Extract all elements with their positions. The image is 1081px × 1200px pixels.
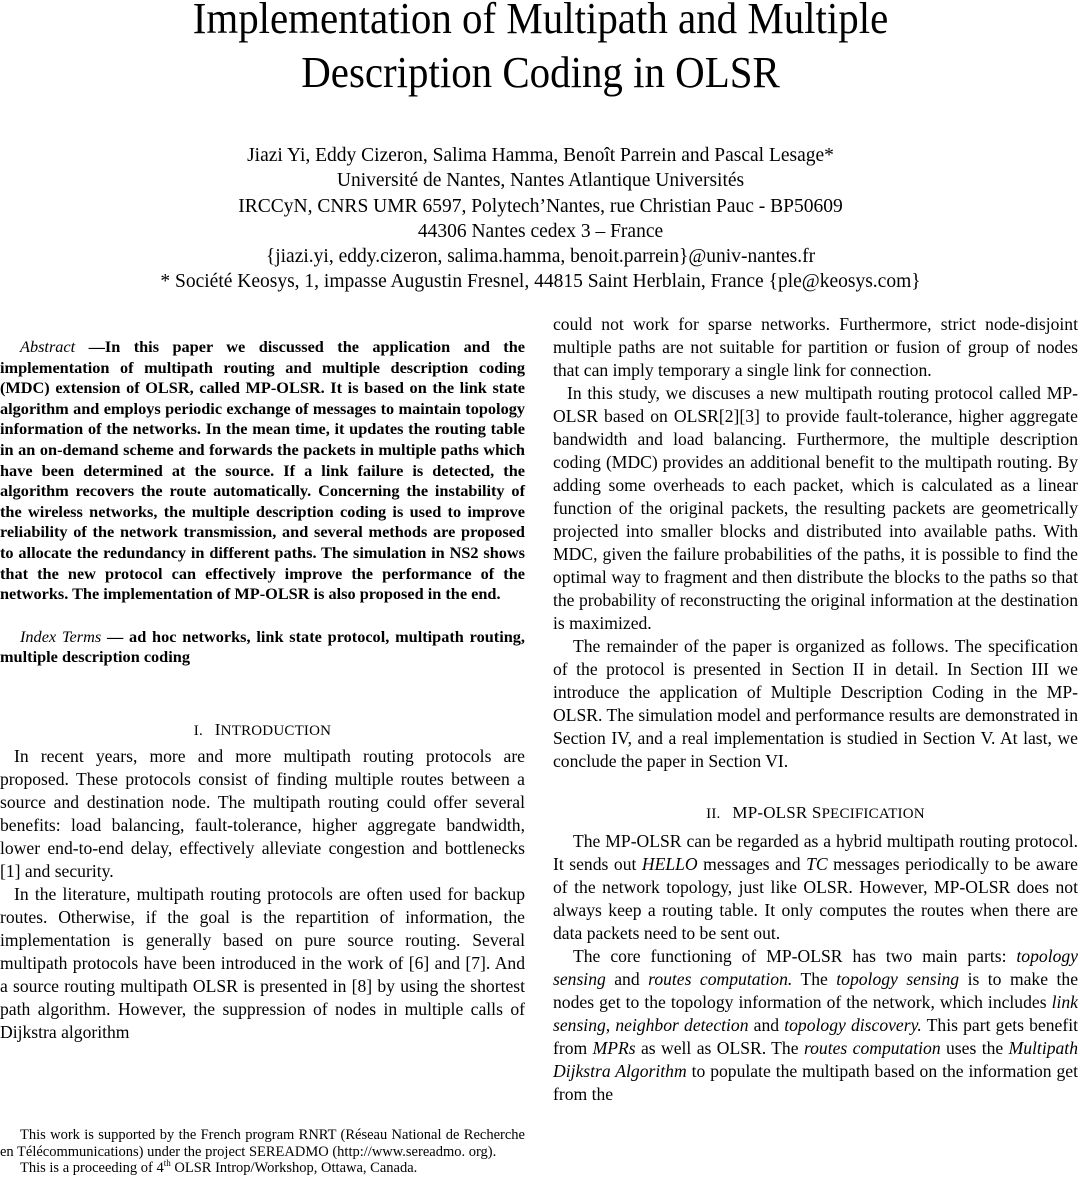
- text: as well as OLSR. The: [635, 1038, 804, 1058]
- heading-rest: PECIFICATION: [821, 806, 925, 822]
- text: The core functioning of MP-OLSR has two main parts:: [573, 946, 1017, 966]
- right-column: [553, 313, 1078, 1106]
- title-line-1: Implementation of Multipath and Multiple: [192, 0, 889, 43]
- title-line-2: Description Coding in OLSR: [301, 48, 780, 97]
- proceeding-text: This is a proceeding of 4: [20, 1160, 164, 1176]
- abstract-text: In this paper we discussed the application and the implementation of multipath routing and multiple description coding (MDC) extension of OLSR, called MP-OLSR. It is based on the link state algorithm and employs periodic exchange of messages to maintain topology information of the networks. In the mean time, it updates the routing table in an on-demand scheme and forwards the packets in multiple paths which have been determined at the source. If a link failure is detected, the algorithm recovers the route automatically. Concerning the instability of the wireless networks, the multiple description coding is used to improve reliability of the network transmission, and several methods are proposed to allocate the redundancy in different paths. The simulation in NS2 shows that the new protocol can effectively improve the performance of the networks. The implementation of MP-OLSR is also proposed in the end.: [0, 337, 526, 604]
- index-terms-text: ad hoc networks, link state protocol, multipath routing, multiple description coding: [0, 626, 525, 667]
- heading-initial: I: [214, 719, 221, 739]
- term: topology sensing: [553, 946, 1078, 989]
- term: topology sensing: [836, 969, 960, 989]
- term: Multipath Dijkstra Algorithm: [553, 1038, 1078, 1081]
- term: MPRs: [592, 1038, 636, 1058]
- text: This part gets benefit from: [553, 1015, 1078, 1058]
- text: The: [792, 969, 837, 989]
- text: messages and: [697, 854, 807, 874]
- text: The MP-OLSR can be regarded as a hybrid multipath routing protocol. It sends out: [553, 831, 1078, 874]
- author-emails: {jiazi.yi, eddy.cizeron, salima.hamma, benoit.parrein}@univ-nantes.fr: [265, 246, 816, 268]
- intro-paragraph-3: In this study, we discuses a new multipath routing protocol called MP-OLSR based on OLSR[2][3] to provide fault-tolerance, higher aggregate bandwidth and load balancing. Furthermore, the multiple description coding (MDC) provides an additional benefit to the multipath routing. By adding some overheads to each packet, which is calculated as a linear function of the original packets, the resulting packets are geometrically projected into smaller blocks and distributed into available paths. With MDC, given the failure probabilities of the paths, it is possible to find the optimal way to fragment and then distribute the blocks to the paths so that the probability of reconstructing the original information at the destination is maximized.: [553, 383, 1078, 633]
- affiliation-company: * Société Keosys, 1, impasse Augustin Fresnel, 44815 Saint Herblain, France {ple@keosys.com}: [160, 271, 921, 293]
- abstract: [0, 337, 525, 605]
- section-number: I.: [193, 722, 203, 739]
- affiliation-address: 44306 Nantes cedex 3 – France: [417, 220, 664, 242]
- section-heading-introduction: [0, 720, 525, 741]
- proceeding-text-end: OLSR Introp/Workshop, Ottawa, Canada.: [170, 1160, 418, 1176]
- abstract-label: Abstract: [20, 337, 76, 356]
- term: routes computation: [803, 1038, 941, 1058]
- section-number: II.: [706, 806, 721, 822]
- footnote-funding: This work is supported by the French program RNRT (Réseau National de Recherche en Télécommunications) under the project SEREADMO (http://www.sereadmo. org).: [0, 1127, 525, 1160]
- intro-continued: could not work for sparse networks. Furthermore, strict node-disjoint multiple paths are not suitable for partition or fusion of group of nodes that can imply temporary a single link for connection.: [553, 314, 1078, 380]
- term: topology discovery.: [784, 1015, 922, 1035]
- footnote-proceeding: [0, 1160, 525, 1177]
- text: uses the: [940, 1038, 1009, 1058]
- affiliation-lab: IRCCyN, CNRS UMR 6597, Polytech’Nantes, rue Christian Pauc - BP50609: [238, 195, 843, 217]
- affiliation-university: Université de Nantes, Nantes Atlantique Universités: [336, 170, 745, 192]
- proceeding-sup: th: [163, 1158, 171, 1169]
- index-terms-label: Index Terms: [20, 626, 102, 646]
- heading-rest: NTRODUCTION: [220, 722, 332, 739]
- intro-paragraph-1: In recent years, more and more multipath routing protocols are proposed. These protocols consist of finding multiple routes between a source and destination node. The multipath routing could offer several benefits: load balancing, fault-tolerance, higher aggregate bandwidth, lower end-to-end delay, effectively alleviate congestion and bottlenecks [1] and security.: [0, 745, 525, 881]
- text: and: [605, 969, 649, 989]
- left-column: [0, 337, 525, 1044]
- section-heading-specification: [553, 803, 1078, 824]
- intro-paragraph-2: In the literature, multipath routing protocols are often used for backup routes. Otherwise, if the goal is the repartition of information, the implementation is generally based on pure source routing. Several multipath protocols have been introduced in the work of [6] and [7]. And a source routing multipath OLSR is presented in [8] by using the shortest path algorithm. However, the suppression of nodes in multiple calls of Dijkstra algorithm: [0, 883, 525, 1042]
- footnotes: [0, 1127, 525, 1177]
- term-hello: HELLO: [641, 854, 698, 874]
- heading-main: MP-OLSR S: [732, 803, 822, 822]
- term-tc: TC: [806, 854, 828, 874]
- intro-paragraph-4: The remainder of the paper is organized as follows. The specification of the protocol is presented in Section II in detail. In Section III we introduce the application of Multiple Description Coding in the MP-OLSR. The simulation model and performance results are demonstrated in Section IV, and a real implementation is studied in Section V. At last, we conclude the paper in Section VI.: [553, 636, 1078, 771]
- text: is to make the nodes get to the topology information of the network, which includes: [553, 969, 1079, 1012]
- author-names: Jiazi Yi, Eddy Cizeron, Salima Hamma, Benoît Parrein and Pascal Lesage*: [247, 145, 834, 166]
- term: routes computation.: [648, 969, 793, 989]
- index-terms: [0, 627, 525, 668]
- paper-title: [38, 0, 1043, 100]
- abstract-dash: —: [75, 337, 105, 356]
- author-block: [0, 143, 1081, 295]
- term: link sensing, neighbor detection: [553, 992, 1078, 1035]
- index-terms-dash: —: [101, 626, 130, 646]
- text: messages periodically to be aware of the network topology, just like OLSR. However, MP-OLSR does not always keep a routing table. It only computes the routes when there are data packets need to be sent out.: [553, 854, 1078, 943]
- spec-paragraph-2: [553, 945, 1078, 1106]
- text: and: [748, 1015, 785, 1035]
- text: to populate the multipath based on the information get from the: [553, 1061, 1078, 1104]
- spec-paragraph-1: [553, 830, 1078, 945]
